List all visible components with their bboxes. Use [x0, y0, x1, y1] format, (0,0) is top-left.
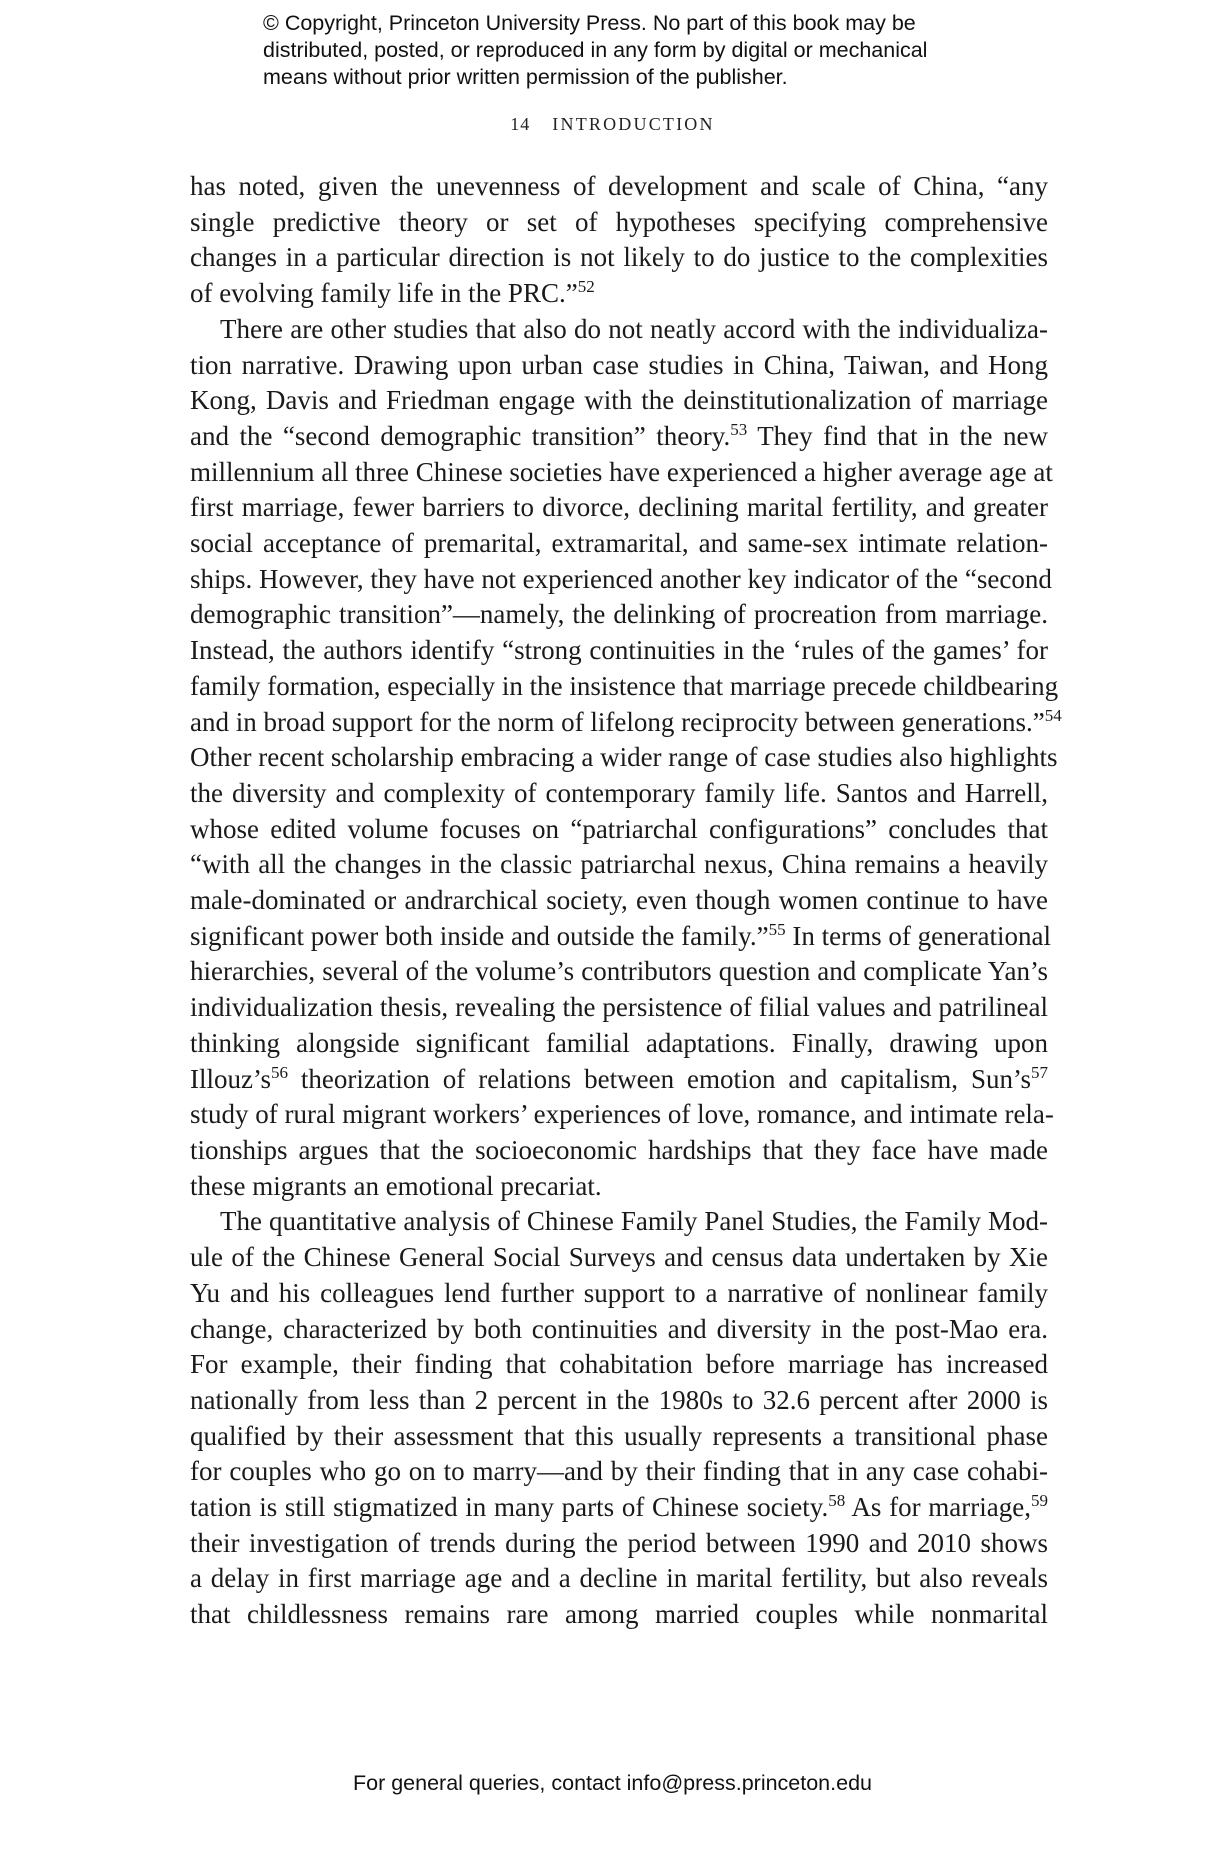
text-line — [190, 812, 1048, 848]
text-run: tionships argues that the socioeconomic hardships that they face have made — [190, 1134, 1048, 1165]
text-line — [190, 1276, 1048, 1312]
text-run: that childlessness remains rare among married couples while nonmarital — [190, 1599, 1048, 1630]
text-run: family formation, especially in the insistence that marriage precede childbearing — [190, 670, 1059, 701]
text-run: and the “second demographic transition” theory. — [190, 420, 731, 451]
text-line — [190, 954, 1048, 990]
text-run: ule of the Chinese General Social Surveys and census data undertaken by Xie — [190, 1242, 1048, 1273]
text-line — [190, 419, 1048, 455]
text-line — [190, 490, 1048, 526]
text-run: “with all the changes in the classic patriarchal nexus, China remains a heavily — [190, 849, 1048, 880]
text-line — [190, 597, 1048, 633]
page-number: 14 — [510, 114, 531, 134]
text-line — [190, 312, 1048, 348]
text-run: for couples who go on to marry—and by their finding that in any case cohabi- — [190, 1456, 1048, 1487]
footnote-ref: 53 — [730, 419, 748, 439]
text-run: They find that in the new — [747, 420, 1048, 451]
text-run: of evolving family life in the PRC.” — [190, 278, 578, 309]
footnote-ref: 56 — [271, 1062, 288, 1082]
text-line — [190, 633, 1048, 669]
text-run: Kong, Davis and Friedman engage with the deinstitutionalization of marriage — [190, 385, 1048, 416]
text-line — [190, 740, 1058, 776]
paragraph — [190, 312, 1062, 1205]
text-line — [190, 348, 1048, 384]
text-line — [190, 990, 1048, 1026]
text-run: Instead, the authors identify “strong continuities in the ‘rules of the games’ for — [190, 635, 1048, 666]
text-run: Other recent scholarship embracing a wider range of case studies also highlights — [190, 742, 1058, 773]
text-run: Illouz’s — [190, 1063, 271, 1094]
text-line — [190, 240, 1048, 276]
text-run: a delay in first marriage age and a decline in marital fertility, but also reveals — [190, 1563, 1048, 1594]
text-run: There are other studies that also do not neatly accord with the individualiza- — [220, 313, 1048, 344]
text-run: first marriage, fewer barriers to divorce, declining marital fertility, and greater — [190, 492, 1048, 523]
text-run: the diversity and complexity of contemporary family life. Santos and Harrell, — [190, 777, 1048, 808]
text-line — [190, 205, 1048, 241]
text-line — [190, 883, 1048, 919]
text-run: and in broad support for the norm of lifelong reciprocity between generations.” — [190, 706, 1045, 737]
text-run: qualified by their assessment that this usually represents a transitional phase — [190, 1420, 1048, 1451]
text-line — [190, 455, 1053, 491]
text-run: As for marriage, — [845, 1492, 1031, 1523]
text-line — [190, 383, 1048, 419]
text-run: male-dominated or andrarchical society, even though women continue to have — [190, 885, 1048, 916]
text-line — [190, 1097, 1054, 1133]
footnote-ref: 52 — [577, 277, 595, 297]
text-run: significant power both inside and outside the family.” — [190, 920, 769, 951]
text-run: demographic transition”—namely, the delinking of procreation from marriage. — [190, 599, 1048, 630]
text-line — [190, 1026, 1048, 1062]
text-line — [190, 1490, 1048, 1526]
text-line — [190, 562, 1052, 598]
text-line — [190, 847, 1048, 883]
running-head — [0, 114, 1225, 135]
text-run: For example, their finding that cohabitation before marriage has increased — [190, 1349, 1048, 1380]
paragraph — [190, 1204, 1048, 1632]
text-line — [190, 1062, 1048, 1098]
text-line — [190, 1204, 1048, 1240]
text-line — [190, 1419, 1048, 1455]
text-line — [190, 1312, 1048, 1348]
text-run: social acceptance of premarital, extramarital, and same-sex intimate relation- — [190, 528, 1048, 559]
text-line — [190, 1383, 1048, 1419]
copyright-notice — [263, 10, 1023, 91]
text-line — [190, 1597, 1048, 1633]
body-text — [190, 169, 1062, 1633]
text-line — [190, 526, 1048, 562]
text-line — [190, 1526, 1048, 1562]
text-run: change, characterized by both continuities and diversity in the post-Mao era. — [190, 1313, 1048, 1344]
text-run: study of rural migrant workers’ experiences of love, romance, and intimate rela- — [190, 1099, 1054, 1130]
text-run: millennium all three Chinese societies have experienced a higher average age at — [190, 456, 1053, 487]
text-run: The quantitative analysis of Chinese Family Panel Studies, the Family Mod- — [220, 1206, 1048, 1237]
copyright-line: distributed, posted, or reproduced in any form by digital or mechanical — [263, 38, 928, 62]
text-run: tation is still stigmatized in many parts of Chinese society. — [190, 1492, 829, 1523]
footnote-ref: 59 — [1031, 1491, 1048, 1511]
text-run: individualization thesis, revealing the persistence of filial values and patrilineal — [190, 992, 1048, 1023]
footnote-ref: 57 — [1031, 1062, 1048, 1082]
footnote-ref: 58 — [828, 1491, 846, 1511]
text-run: these migrants an emotional precariat. — [190, 1170, 602, 1201]
text-line — [190, 1561, 1048, 1597]
text-line — [190, 1454, 1048, 1490]
chapter-title: INTRODUCTION — [552, 114, 715, 134]
text-line — [190, 169, 1048, 205]
text-run: thinking alongside significant familial adaptations. Finally, drawing upon — [190, 1027, 1048, 1058]
text-run: whose edited volume focuses on “patriarchal configurations” concludes that — [190, 813, 1048, 844]
text-line — [190, 1169, 1048, 1205]
footnote-ref: 55 — [768, 919, 786, 939]
footer-contact: For general queries, contact info@press.princeton.edu — [352, 1771, 872, 1795]
copyright-line: means without prior written permission of the publisher. — [263, 65, 788, 89]
text-run: their investigation of trends during the period between 1990 and 2010 shows — [190, 1527, 1048, 1558]
text-line — [190, 1240, 1048, 1276]
text-run: hierarchies, several of the volume’s contributors question and complicate Yan’s — [190, 956, 1048, 987]
text-run: single predictive theory or set of hypotheses specifying comprehensive — [190, 206, 1048, 237]
text-run: has noted, given the unevenness of development and scale of China, “any — [190, 171, 1048, 201]
text-run: tion narrative. Drawing upon urban case studies in China, Taiwan, and Hong — [190, 349, 1048, 380]
text-line — [190, 705, 1062, 741]
paragraph — [190, 169, 1048, 312]
footnote-ref: 54 — [1044, 705, 1062, 725]
text-run: Yu and his colleagues lend further support to a narrative of nonlinear family — [190, 1277, 1048, 1308]
copyright-line: © Copyright, Princeton University Press. No part of this book may be — [263, 11, 916, 35]
text-line — [190, 776, 1048, 812]
text-run: In terms of generational — [785, 920, 1052, 951]
text-run: nationally from less than 2 percent in the 1980s to 32.6 percent after 2000 is — [190, 1384, 1048, 1415]
text-run: changes in a particular direction is not likely to do justice to the complexities — [190, 242, 1048, 273]
text-run: theorization of relations between emotion and capitalism, Sun’s — [288, 1063, 1031, 1094]
text-line — [190, 276, 1048, 312]
text-line — [190, 1347, 1048, 1383]
text-line — [190, 669, 1059, 705]
text-line — [190, 1133, 1048, 1169]
text-line — [190, 919, 1052, 955]
text-run: ships. However, they have not experienced another key indicator of the “second — [190, 563, 1052, 594]
